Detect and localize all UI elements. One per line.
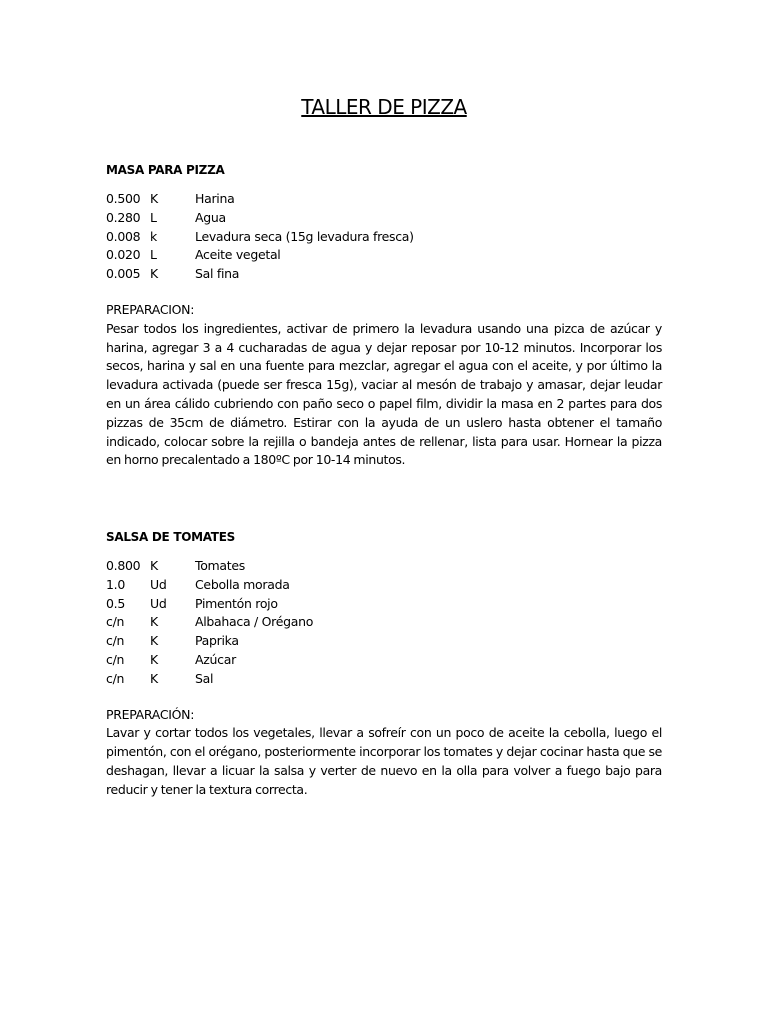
- ingredient-name: Harina: [195, 191, 235, 206]
- preparation-text: Lavar y cortar todos los vegetales, llevar a sofreír con un poco de aceite la cebolla, luego el pimentón, con el orégano, posteriormente incorporar los tomates y dejar cocinar hasta que se deshagan, llevar a licuar la salsa y verter de nuevo en la olla para volver a fuego bajo para reducir y tener la textura correcta.: [106, 725, 662, 797]
- ingredient-qty: 0.008: [106, 228, 141, 244]
- preparation-label: PREPARACION:: [106, 301, 195, 317]
- section-masa: [106, 162, 662, 470]
- ingredient-unit: K: [150, 266, 158, 282]
- ingredient-unit: K: [150, 651, 158, 667]
- ingredient-unit: K: [150, 614, 158, 630]
- preparation-text: Pesar todos los ingredientes, activar de primero la levadura usando una pizca de azúcar y harina, agregar 3 a 4 cucharadas de agua y dejar reposar por 10-12 minutos. Incorporar los secos, harina y sal en una fuente para mezclar, agregar el agua con el aceite, y por último la levadura activada (puede ser fresca 15g), vaciar al mesón de trabajo y amasar, dejar leudar en un área cálido cubriendo con paño seco o papel film, dividir la masa en 2 partes para dos pizzas de 35cm de diámetro. Estirar con la ayuda de un uslero hasta obtener el tamaño indicado, colocar sobre la rejilla o bandeja antes de rellenar, lista para usar. Hornear la pizza en horno precalentado a 180ºC por 10-14 minutos.: [106, 320, 662, 468]
- ingredient-name: Agua: [195, 209, 226, 225]
- ingredient-row: [106, 265, 662, 284]
- ingredient-row: [106, 651, 662, 670]
- ingredient-qty: c/n: [106, 651, 125, 667]
- ingredient-name: Sal fina: [195, 266, 240, 282]
- ingredient-list: [106, 557, 662, 689]
- ingredient-row: [106, 228, 662, 247]
- ingredient-name: Sal: [195, 670, 214, 686]
- ingredient-row: [106, 246, 662, 265]
- ingredient-row: [106, 557, 662, 576]
- ingredient-qty: 0.500: [106, 191, 141, 206]
- section-heading: SALSA DE TOMATES: [106, 530, 235, 544]
- ingredient-row: [106, 209, 662, 228]
- ingredient-unit: K: [150, 670, 158, 686]
- ingredient-qty: c/n: [106, 670, 125, 686]
- ingredient-qty: 0.800: [106, 558, 141, 573]
- ingredient-name: Albahaca / Orégano: [195, 614, 314, 630]
- ingredient-unit: Ud: [150, 595, 167, 611]
- section-salsa: [106, 529, 662, 800]
- ingredient-row: [106, 190, 662, 209]
- ingredient-name: Cebolla morada: [195, 576, 290, 592]
- ingredient-unit: L: [150, 247, 157, 263]
- ingredient-row: [106, 595, 662, 614]
- ingredient-qty: c/n: [106, 633, 125, 649]
- ingredient-unit: k: [150, 228, 157, 244]
- ingredient-qty: 0.020: [106, 247, 141, 263]
- ingredient-qty: 0.005: [106, 266, 141, 282]
- ingredient-row: [106, 670, 662, 689]
- ingredient-unit: K: [150, 191, 158, 206]
- ingredient-unit: K: [150, 558, 158, 573]
- ingredient-unit: K: [150, 633, 158, 649]
- ingredient-name: Levadura seca (15g levadura fresca): [195, 228, 414, 244]
- ingredient-row: [106, 613, 662, 632]
- ingredient-qty: 0.280: [106, 209, 141, 225]
- ingredient-qty: c/n: [106, 614, 125, 630]
- ingredient-list: [106, 190, 662, 284]
- preparation-label: PREPARACIÓN:: [106, 706, 195, 722]
- ingredient-qty: 1.0: [106, 576, 125, 592]
- document-title: TALLER DE PIZZA: [301, 95, 467, 119]
- ingredient-name: Paprika: [195, 633, 239, 649]
- ingredient-name: Pimentón rojo: [195, 595, 278, 611]
- ingredient-unit: L: [150, 209, 157, 225]
- ingredient-name: Aceite vegetal: [195, 247, 281, 263]
- section-heading: MASA PARA PIZZA: [106, 163, 225, 177]
- ingredient-name: Tomates: [195, 558, 245, 573]
- ingredient-qty: 0.5: [106, 595, 125, 611]
- ingredient-row: [106, 632, 662, 651]
- ingredient-unit: Ud: [150, 576, 167, 592]
- ingredient-name: Azúcar: [195, 651, 236, 667]
- ingredient-row: [106, 576, 662, 595]
